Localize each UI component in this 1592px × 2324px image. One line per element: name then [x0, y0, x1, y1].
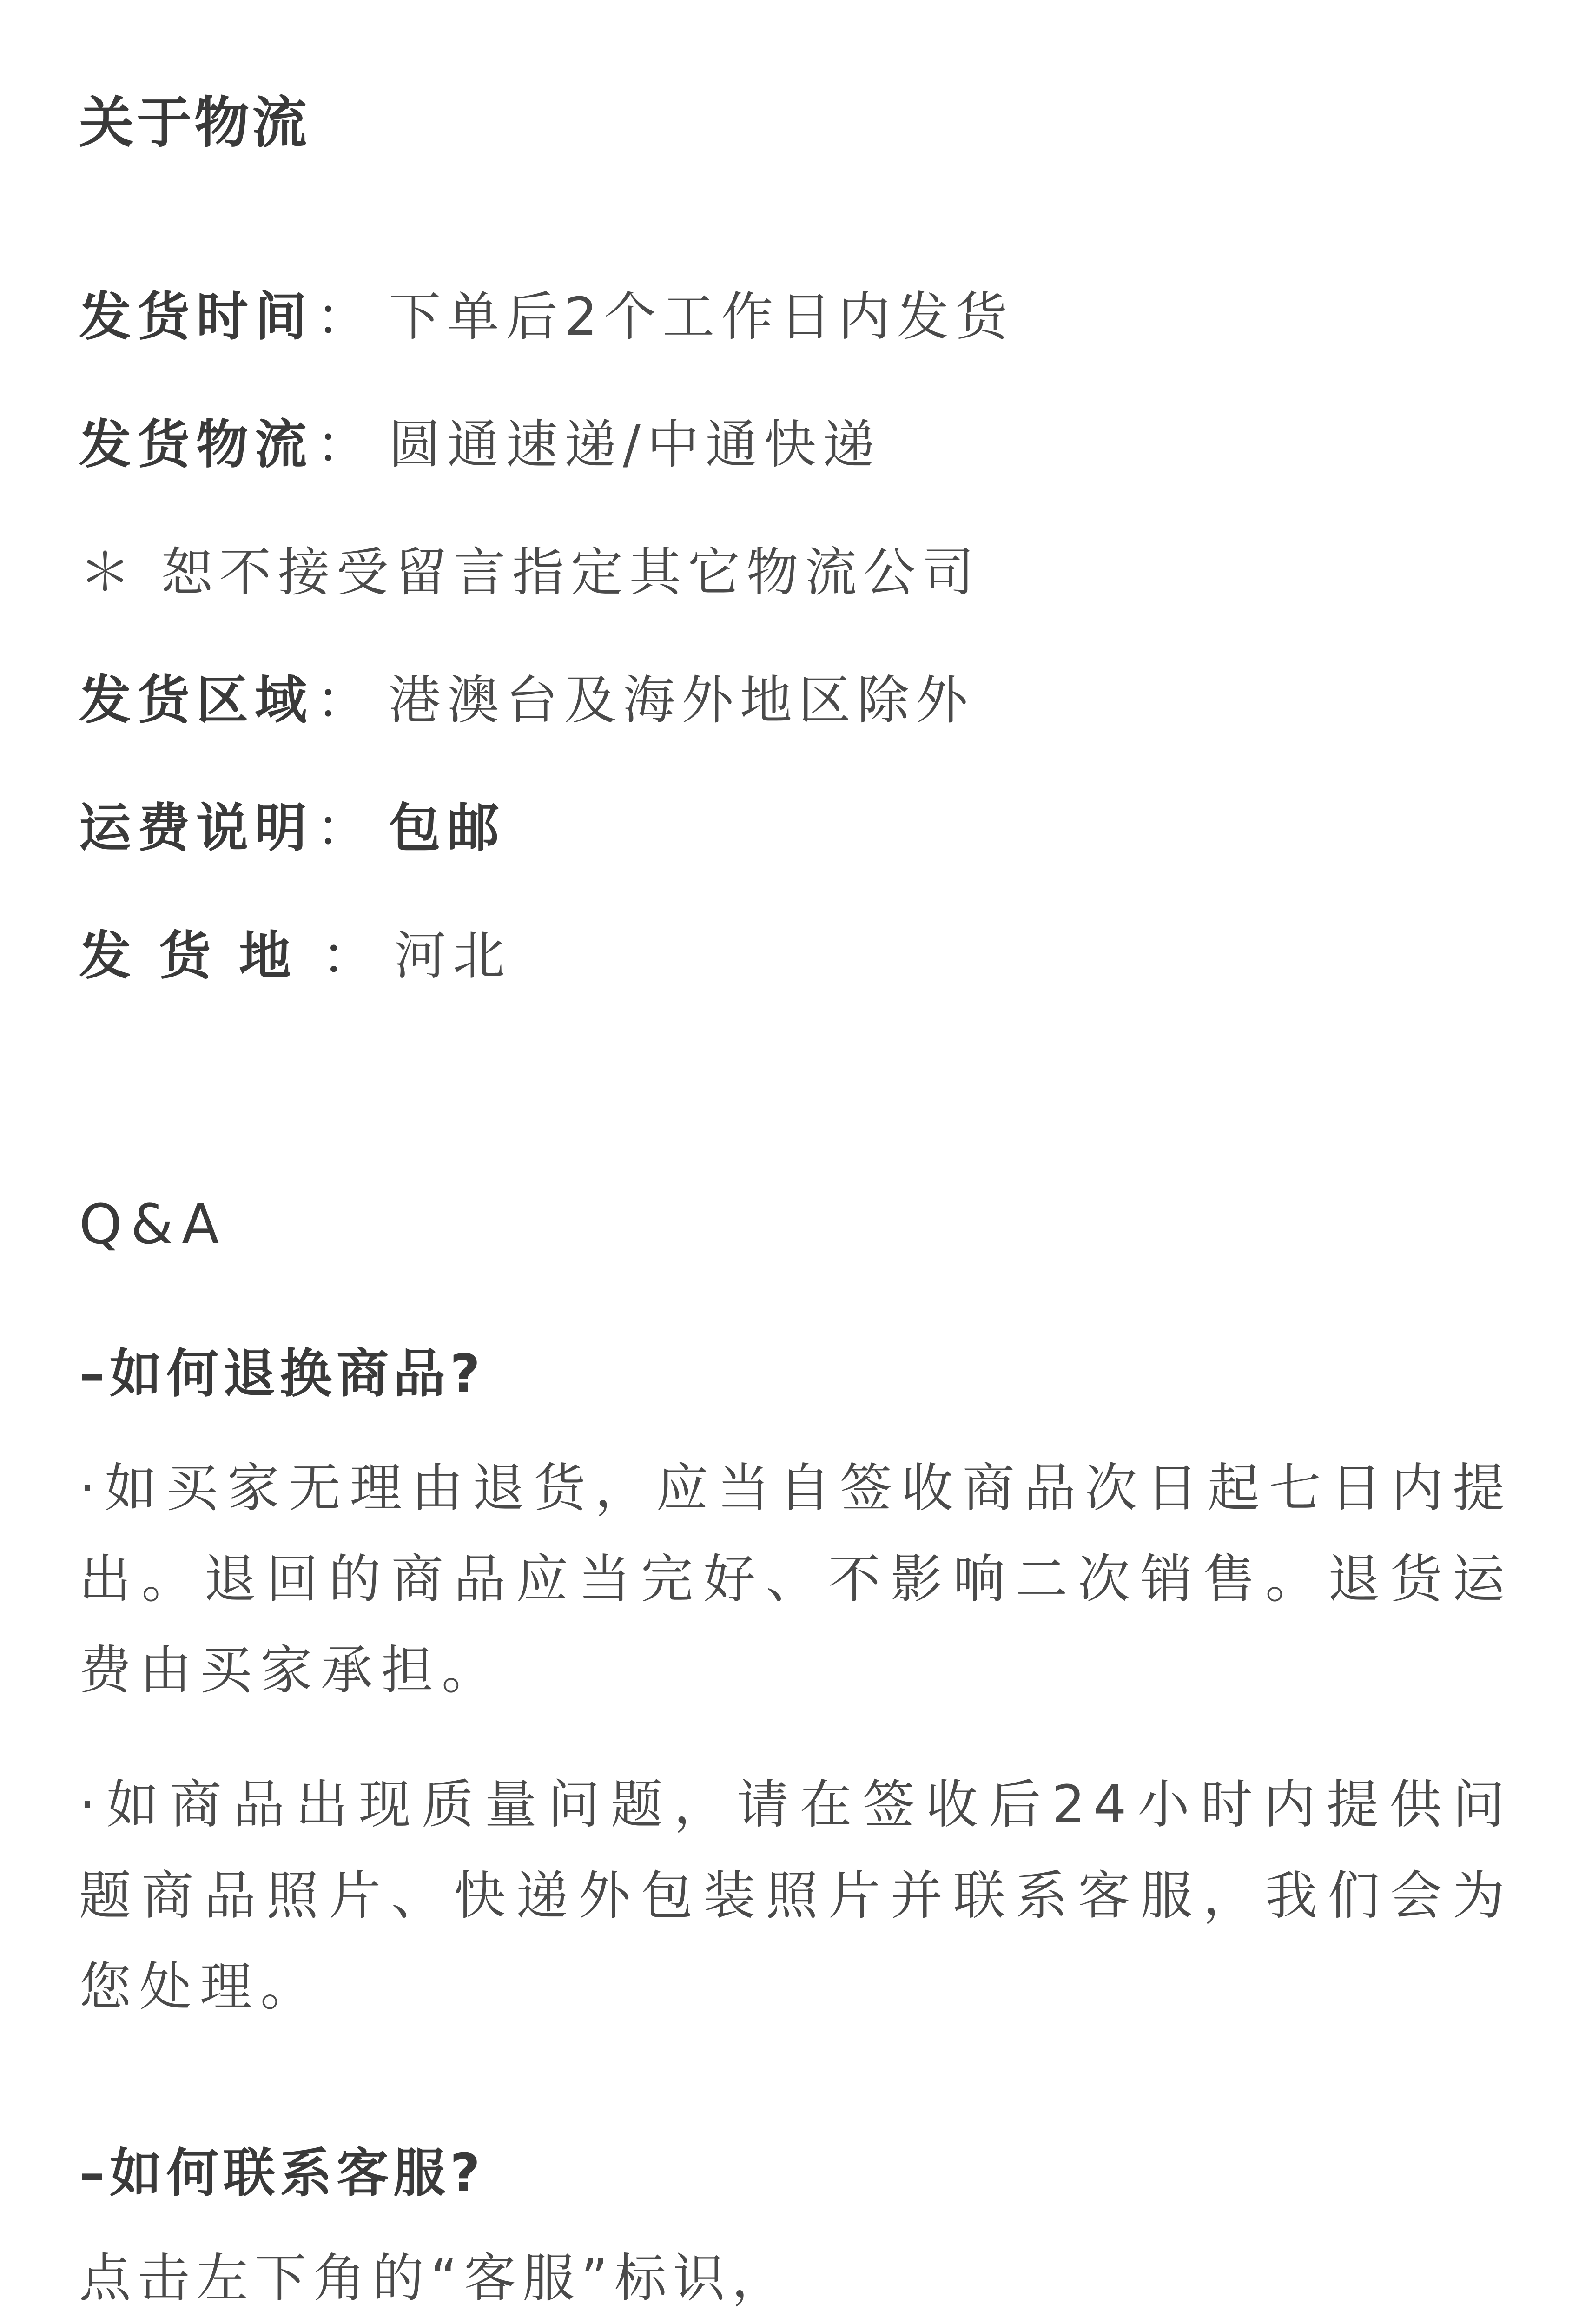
carrier-note: ＊ 恕不接受留言指定其它物流公司	[79, 542, 981, 603]
shipping-carrier-colon: ：	[316, 415, 375, 475]
shipping-time-row	[79, 287, 1014, 347]
shipping-time-colon: ：	[316, 287, 375, 347]
shipping-fee-colon: ：	[316, 798, 375, 858]
ship-from-colon: ：	[322, 926, 380, 986]
shipping-region-value: 港澳台及海外地区除外	[389, 670, 974, 731]
shipping-time-value: 下单后2个工作日内发货	[389, 287, 1014, 347]
shipping-fee-row	[79, 798, 506, 858]
qa-section-title: Q&A	[79, 1192, 228, 1256]
qa-question-contact: –如何联系客服?	[79, 2143, 485, 2204]
shipping-time-label: 发货时间	[79, 287, 313, 347]
logistics-section-title: 关于物流	[79, 91, 310, 155]
logistics-faq-document	[79, 0, 1513, 2324]
shipping-fee-value: 包邮	[389, 798, 506, 858]
shipping-region-colon: ：	[316, 670, 375, 731]
qa-question-returns: –如何退换商品?	[79, 1344, 485, 1404]
ship-from-value: 河北	[394, 926, 511, 986]
carrier-note-row	[79, 542, 981, 603]
shipping-region-row	[79, 670, 974, 731]
shipping-carrier-value: 圆通速递/中通快递	[389, 415, 881, 475]
shipping-fee-label: 运费说明	[79, 798, 313, 858]
ship-from-row	[79, 926, 511, 986]
qa-answer-contact-line-1: 点击左下角的“客服”标识，	[79, 2248, 791, 2309]
qa-answer-returns-paragraph-1: ·如买家无理由退货，应当自签收商品次日起七日内提出。退回的商品应当完好、不影响二次销售。退货运费由买家承担。	[79, 1458, 1513, 1701]
shipping-region-label: 发货区域	[79, 670, 313, 731]
ship-from-label: 发货地	[79, 926, 319, 986]
shipping-carrier-row	[79, 415, 881, 475]
shipping-carrier-label: 发货物流	[79, 415, 313, 475]
qa-answer-returns-paragraph-2: ·如商品出现质量问题，请在签收后24小时内提供问题商品照片、快递外包装照片并联系客服，我们会为您处理。	[79, 1775, 1513, 2017]
